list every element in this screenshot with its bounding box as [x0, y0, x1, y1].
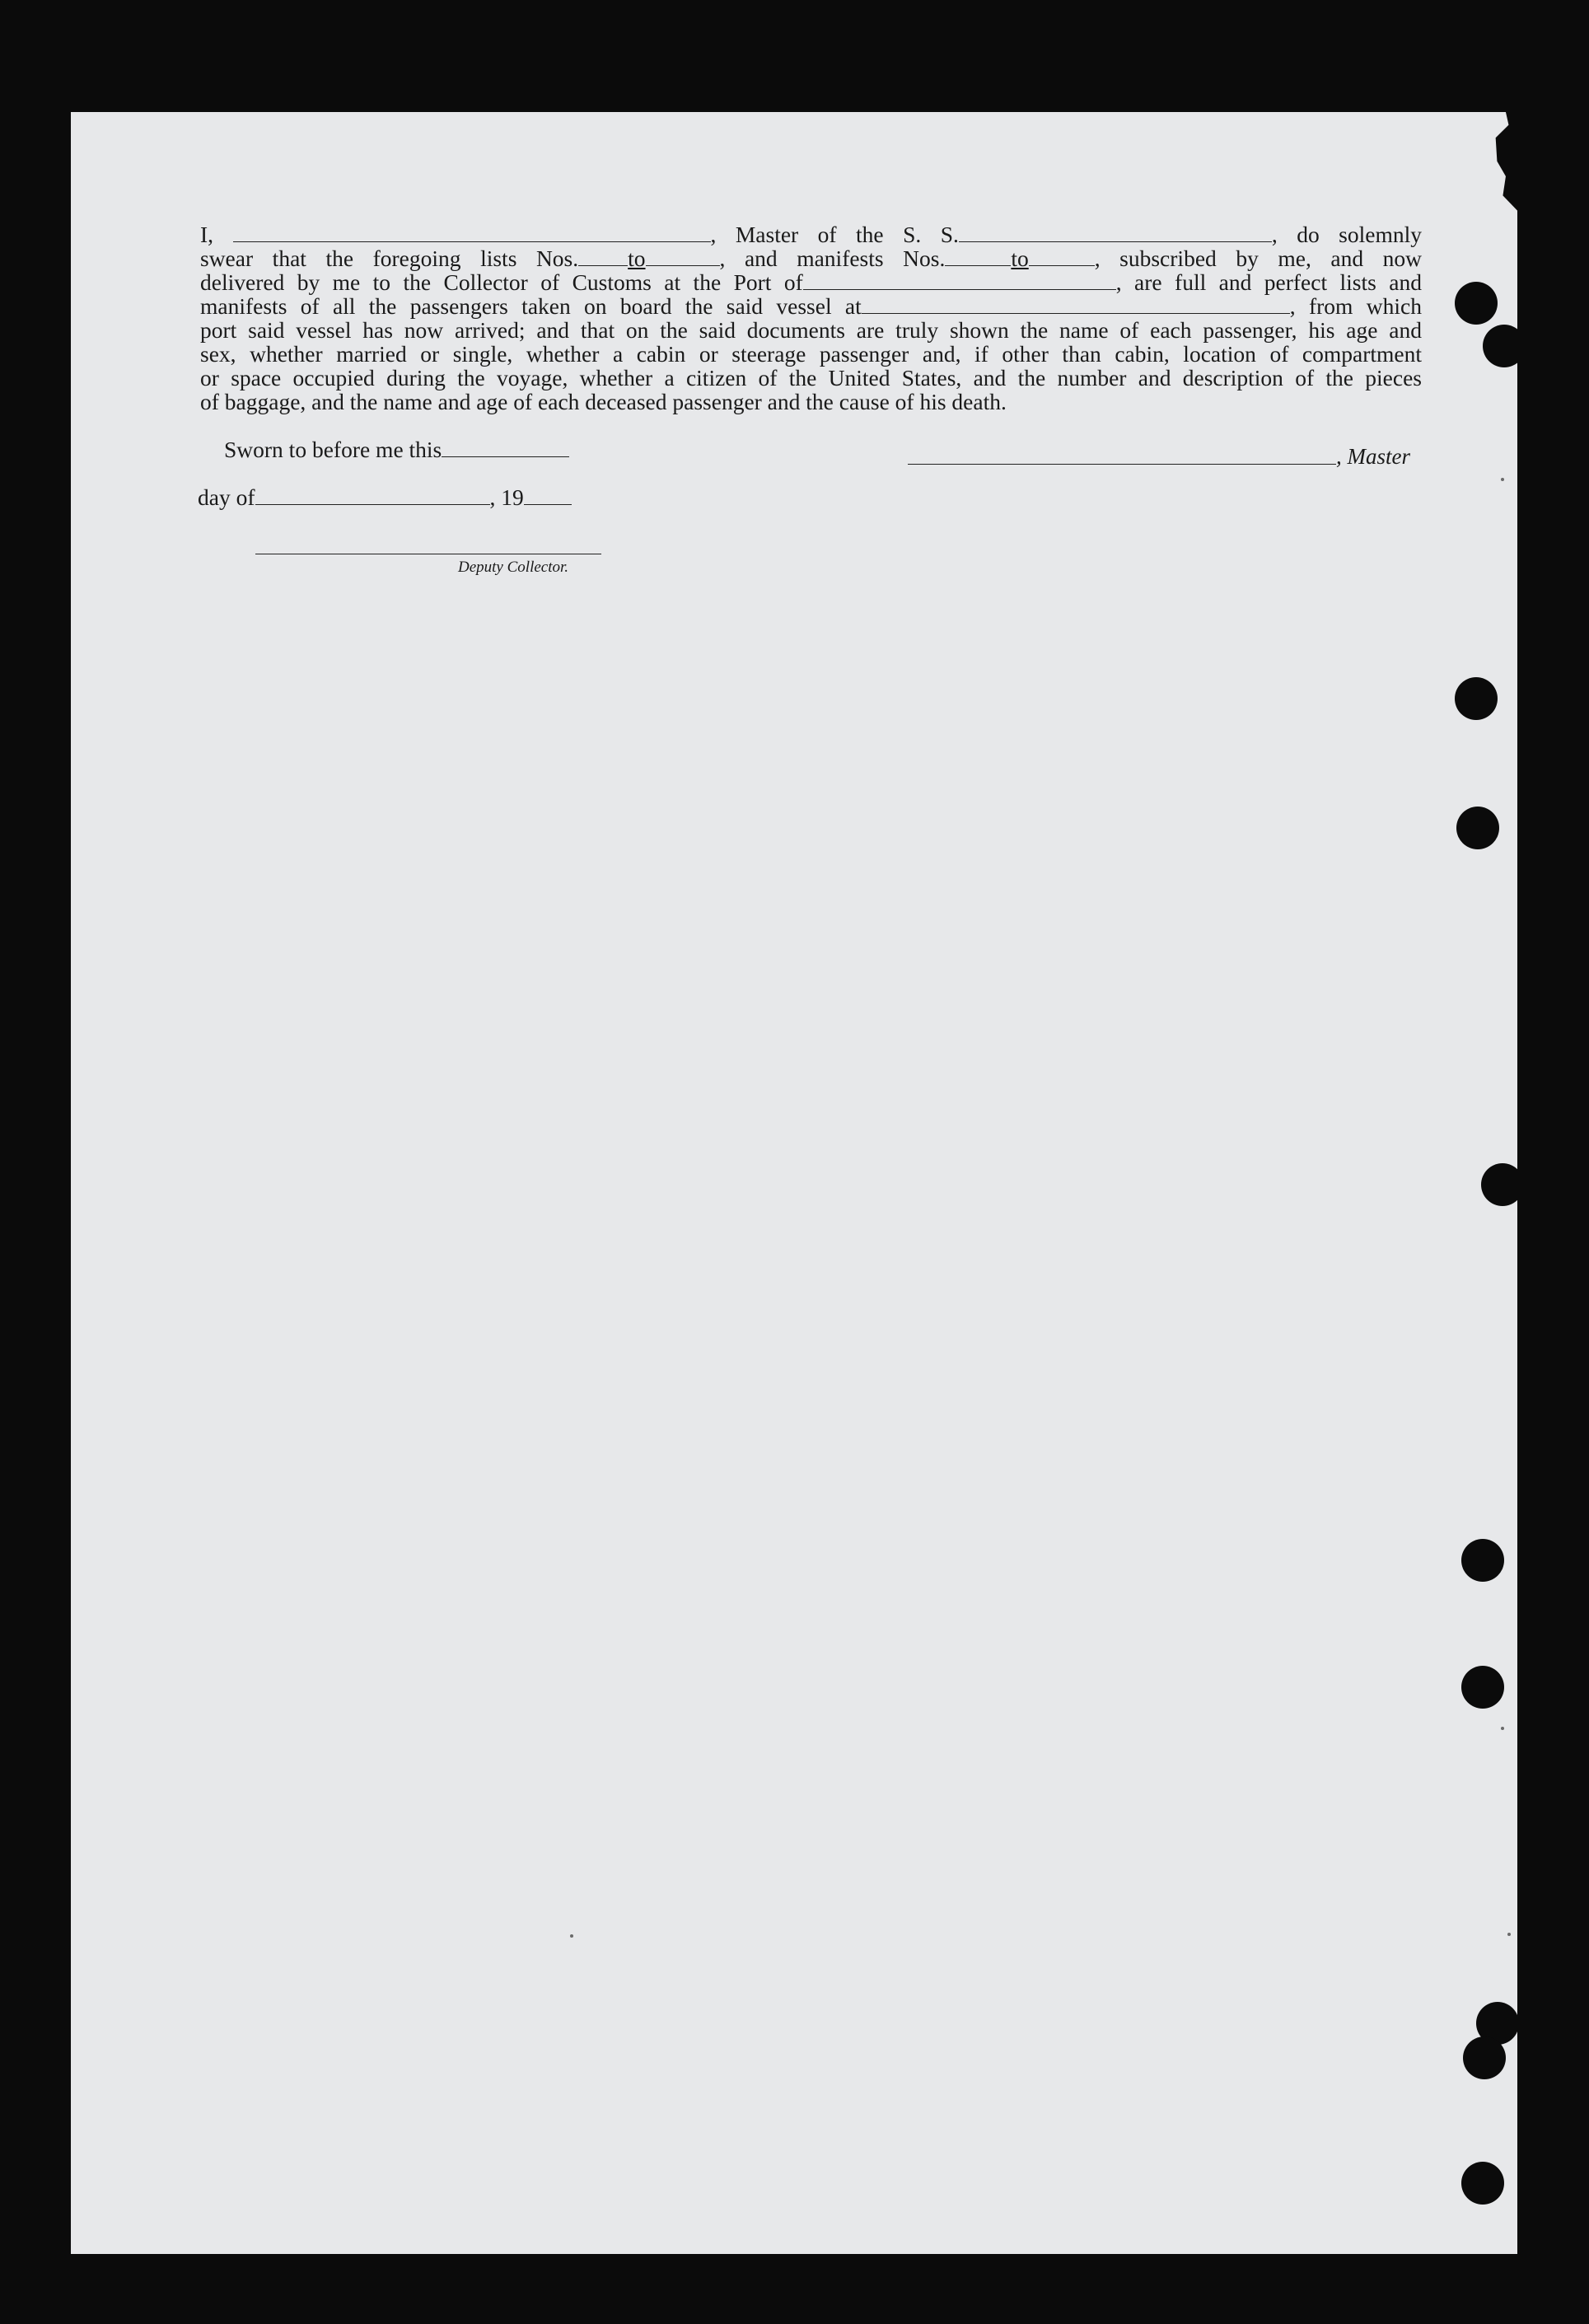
- oath-line-1: [200, 222, 1422, 246]
- speck: [1501, 478, 1504, 481]
- punch-hole: [1461, 1666, 1504, 1709]
- punch-hole: [1455, 677, 1498, 720]
- oath-text: to: [1011, 245, 1029, 271]
- oath-text: , Master of the S. S.: [710, 222, 959, 247]
- punch-hole: [1483, 325, 1526, 367]
- punch-hole: [1461, 1539, 1504, 1582]
- oath-text: , subscribed by me, and now: [1094, 245, 1422, 271]
- day-of-label: day of: [198, 484, 255, 510]
- oath-line-5: port said vessel has now arrived; and that on the said documents are truly shown the name of each passenger, his age and: [200, 317, 1422, 343]
- oath-text: , are full and perfect lists and: [1115, 269, 1422, 295]
- year-blank: [524, 489, 572, 505]
- document-page: [71, 112, 1517, 2254]
- list-from-blank: [578, 250, 628, 266]
- port-blank: [803, 274, 1116, 290]
- oath-line-8: of baggage, and the name and age of each deceased passenger and the cause of his death.: [200, 389, 1007, 414]
- speck: [1507, 1933, 1511, 1936]
- deputy-collector-label: Deputy Collector.: [458, 559, 569, 576]
- master-name-blank: [233, 227, 711, 242]
- sworn-label: Sworn to before me this: [224, 437, 442, 462]
- oath-text: delivered by me to the Collector of Customs at the Port of: [200, 269, 803, 295]
- oath-line-4: [200, 294, 1422, 318]
- ship-name-blank: [959, 227, 1272, 242]
- month-blank: [255, 489, 490, 505]
- master-label: , Master: [1336, 444, 1410, 469]
- sworn-line: [224, 437, 569, 463]
- punch-hole: [1461, 2162, 1504, 2205]
- list-to-blank: [646, 250, 720, 266]
- oath-text: , do solemnly: [1271, 222, 1422, 247]
- oath-text: I,: [200, 222, 214, 247]
- day-line: [198, 484, 572, 511]
- sworn-day-blank: [442, 442, 569, 457]
- punch-hole: [1456, 807, 1499, 849]
- punch-hole: [1455, 282, 1498, 325]
- punch-hole: [1481, 1163, 1524, 1206]
- manifest-from-blank: [945, 250, 1011, 266]
- oath-text: , from which: [1289, 293, 1422, 319]
- master-signature-line: [908, 464, 1336, 465]
- oath-line-6: sex, whether married or single, whether a cabin or steerage passenger and, if other than cabin, location of compartment: [200, 341, 1422, 367]
- oath-text: to: [628, 245, 646, 271]
- oath-line-7: or space occupied during the voyage, whether a citizen of the United States, and the number and description of the pieces: [200, 365, 1422, 390]
- oath-text: manifests of all the passengers taken on board the said vessel at: [200, 293, 862, 319]
- oath-line-2: [200, 246, 1422, 270]
- oath-line-3: [200, 270, 1422, 294]
- manifest-to-blank: [1029, 250, 1095, 266]
- speck: [570, 1934, 573, 1938]
- year-label: , 19: [489, 484, 524, 510]
- departure-port-blank: [862, 298, 1290, 314]
- oath-text: swear that the foregoing lists Nos.: [200, 245, 579, 271]
- punch-hole: [1463, 2036, 1506, 2079]
- speck: [1501, 1727, 1504, 1730]
- oath-paragraph: [200, 222, 1422, 414]
- oath-text: , and manifests Nos.: [719, 245, 946, 271]
